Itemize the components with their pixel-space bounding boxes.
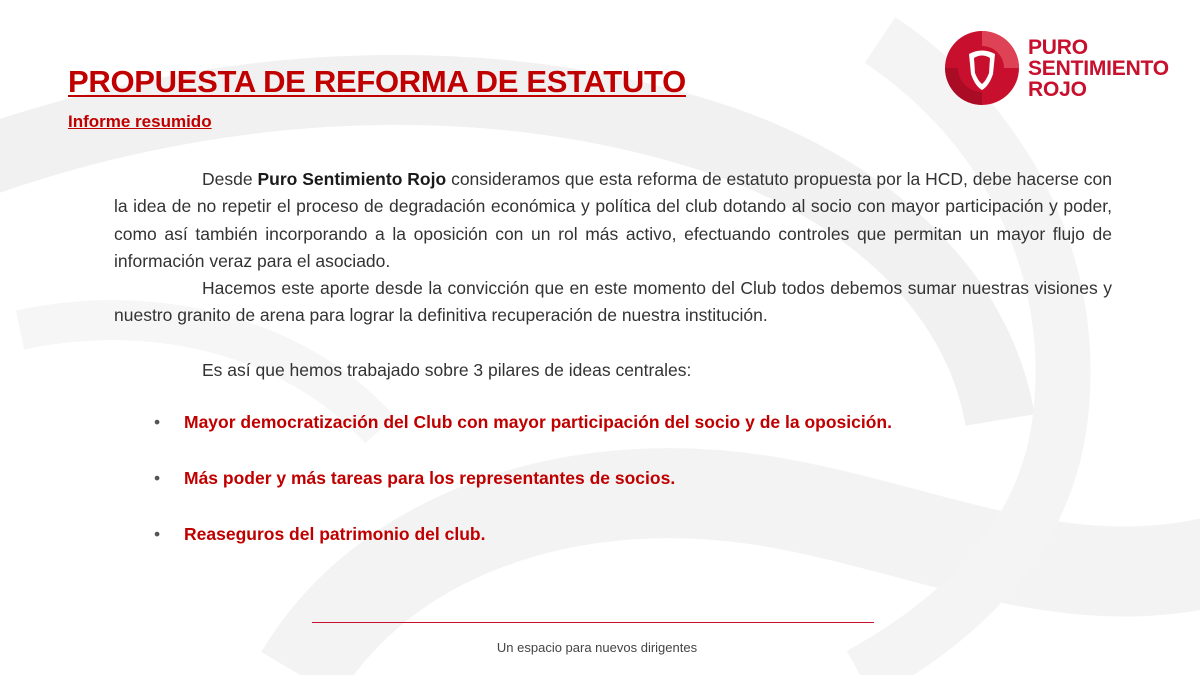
bullet-icon: • — [154, 524, 161, 544]
footer-divider — [312, 622, 874, 623]
paragraph-intro-start: Desde — [202, 169, 258, 189]
pillar-item — [154, 408, 892, 464]
paragraph-intro — [114, 166, 1112, 275]
paragraph-pillars-intro: Es así que hemos trabajado sobre 3 pilares de ideas centrales: — [202, 359, 692, 380]
logo-line-3: ROJO — [1028, 78, 1087, 101]
paragraph-contribution: Hacemos este aporte desde la convicción que en este momento del Club todos debemos sumar nuestras visiones y nuestro granito de arena para lograr la definitiva recuperación de nuestra institución. — [114, 278, 1112, 326]
logo-line-1: PURO — [1028, 36, 1088, 59]
pillar-item — [154, 520, 892, 576]
body-text — [114, 166, 1112, 384]
logo-line-2: SENTIMIENTO — [1028, 57, 1169, 80]
brand-name-emphasis: Puro Sentimiento Rojo — [257, 169, 447, 189]
shield-ring-icon — [942, 28, 1022, 108]
footer-tagline: Un espacio para nuevos dirigentes — [496, 640, 698, 655]
logo-wordmark — [1028, 37, 1169, 100]
pillar-item — [154, 464, 892, 520]
page-subtitle: Informe resumido — [68, 112, 212, 131]
bullet-icon: • — [154, 412, 161, 432]
paragraph-intro-rest: consideramos que esta reforma de estatuto propuesta por la HCD, debe hacerse con la idea de no repetir el proceso de degradación económica y política del club dotando al socio con mayor participación y poder, como así también incorporando a la oposición con un rol más activo, efectuando controles que permitan un mayor flujo de información veraz para el asociado. — [114, 169, 1112, 271]
bullet-icon: • — [154, 468, 161, 488]
pillar-text: Reaseguros del patrimonio del club. — [184, 524, 486, 544]
pillar-text: Mayor democratización del Club con mayor participación del socio y de la oposición. — [184, 412, 892, 432]
page-title: PROPUESTA DE REFORMA DE ESTATUTO — [68, 64, 686, 99]
pillars-list — [154, 408, 892, 576]
brand-logo — [942, 28, 1182, 113]
pillar-text: Más poder y más tareas para los representantes de socios. — [184, 468, 676, 488]
